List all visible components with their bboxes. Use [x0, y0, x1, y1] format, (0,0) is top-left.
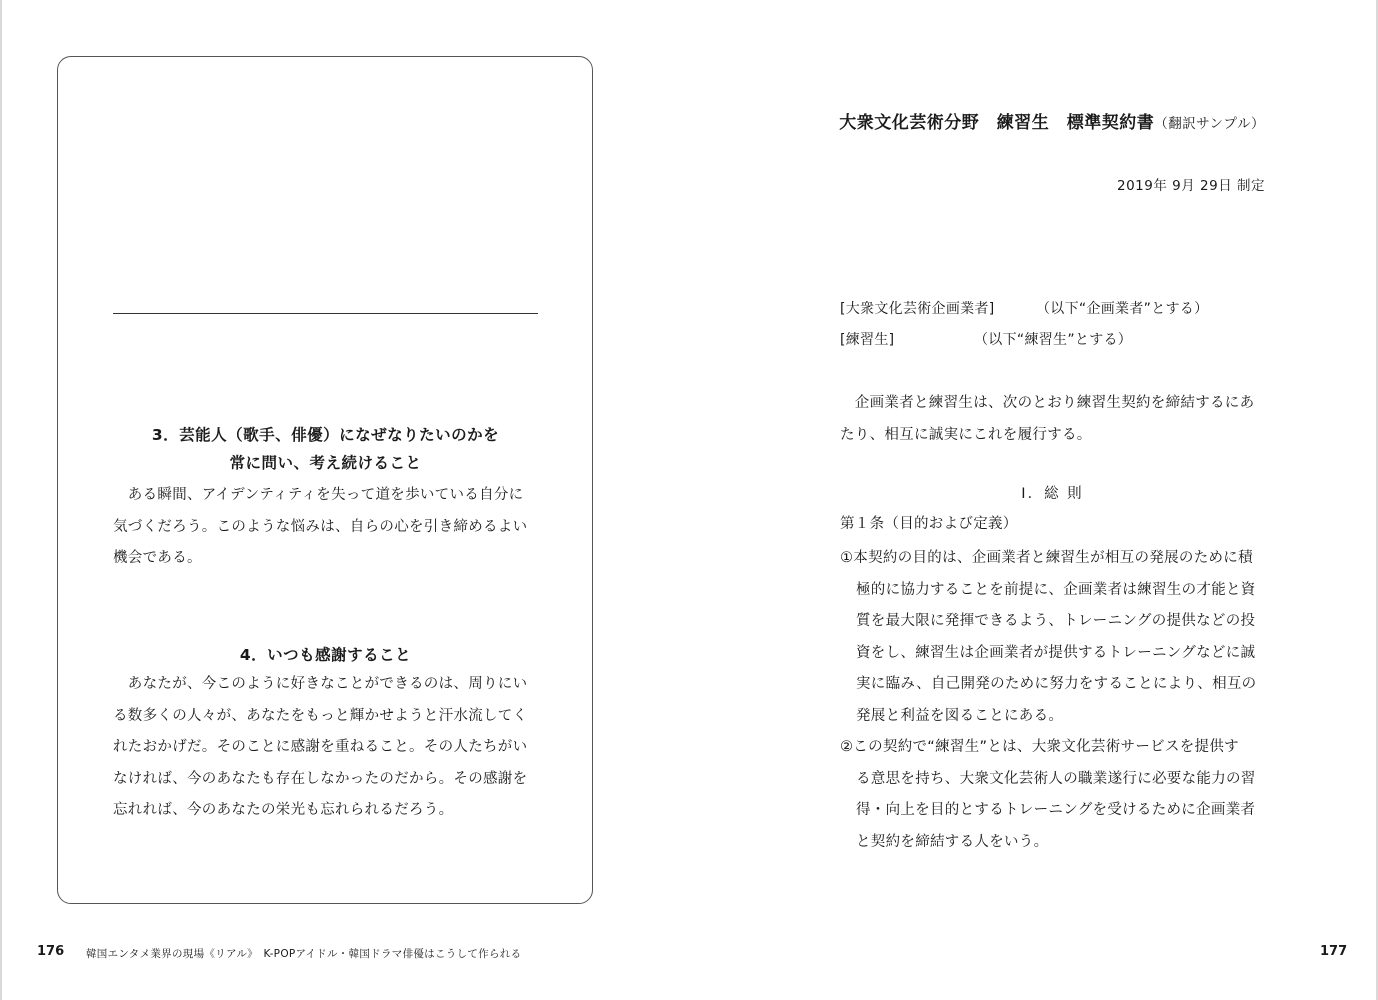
body-line: 気づくだろう。このような悩みは、自らの心を引き締めるよい [113, 518, 528, 535]
body-line: たり、相互に誠実にこれを履行する。 [840, 426, 1092, 443]
section-3-title-line: 常に問い、考え続けること [229, 454, 422, 472]
clause-line: 得・向上を目的とするトレーニングを受けるために企画業者 [856, 802, 1256, 818]
page-number-right: 177 [1320, 944, 1348, 959]
body-line: 機会である。 [113, 550, 202, 566]
body-line: あなたが、今このように好きなことができるのは、周りにい [113, 676, 528, 692]
clause-line: る意思を持ち、大衆文化芸術人の職業遂行に必要な能力の習 [856, 770, 1256, 787]
clause-line: ②この契約で“練習生”とは、大衆文化芸術サービスを提供す [840, 739, 1239, 755]
party-label: [練習生] [840, 332, 895, 348]
section-4-body [113, 669, 543, 827]
running-title: 韓国エンタメ業界の現場《リアル》 K-POPアイドル・韓国ドラマ俳優はこうして作られる [86, 948, 522, 960]
document-title-suffix: （翻訳サンプル） [1154, 116, 1265, 132]
body-line: 忘れれば、今のあなたの栄光も忘れられるだろう。 [113, 802, 454, 818]
clause-line: 発展と利益を図ることにある。 [856, 707, 1064, 724]
page-number-left: 176 [37, 944, 65, 959]
clause-line: と契約を締結する人をいう。 [856, 833, 1049, 850]
body-line: ある瞬間、アイデンティティを失って道を歩いている自分に [113, 487, 524, 503]
article-heading: 第１条（目的および定義） [840, 516, 1018, 532]
section-3-title [113, 421, 538, 477]
clause-1 [840, 543, 1270, 732]
left-page-edge [0, 0, 2, 1000]
chapter-heading: Ⅰ．総 則 [1021, 486, 1084, 502]
section-3-title-line: 3．芸能人（歌手、俳優）になぜなりたいのかを [151, 426, 500, 444]
document-title-main: 大衆文化芸術分野 練習生 標準契約書 [839, 113, 1155, 133]
clause-line: 実に臨み、自己開発のために努力をすることにより、相互の [856, 676, 1257, 692]
clause-2 [840, 732, 1270, 858]
clause-line: 極的に協力することを前提に、企画業者は練習生の才能と資 [856, 581, 1256, 598]
clause-line: 質を最大限に発揮できるよう、トレーニングの提供などの投 [856, 613, 1256, 629]
contract-preamble [840, 388, 1270, 451]
section-4-title: 4．いつも感謝すること [239, 646, 412, 664]
body-line: 企画業者と練習生は、次のとおり練習生契約を締結するにあ [840, 395, 1255, 411]
clause-line: ①本契約の目的は、企画業者と練習生が相互の発展のために積 [840, 550, 1253, 566]
body-line: れたおかげだ。そのことに感謝を重ねること。その人たちがい [113, 739, 528, 755]
clause-line: 資をし、練習生は企画業者が提供するトレーニングなどに誠 [856, 644, 1256, 661]
party-alias: （以下“企画業者”とする） [1036, 301, 1209, 317]
party-planner [840, 298, 1209, 318]
divider-line [113, 313, 538, 314]
section-3-body [113, 480, 543, 575]
enactment-date: 2019年 9月 29日 制定 [1117, 178, 1265, 194]
body-line: る数多くの人々が、あなたをもっと輝かせようと汗水流してく [113, 707, 528, 724]
party-alias: （以下“練習生”とする） [974, 332, 1133, 348]
party-trainee [840, 329, 1133, 349]
document-title [820, 108, 1265, 133]
party-label: [大衆文化芸術企画業者] [840, 301, 995, 317]
body-line: なければ、今のあなたも存在しなかったのだから。その感謝を [113, 770, 528, 787]
